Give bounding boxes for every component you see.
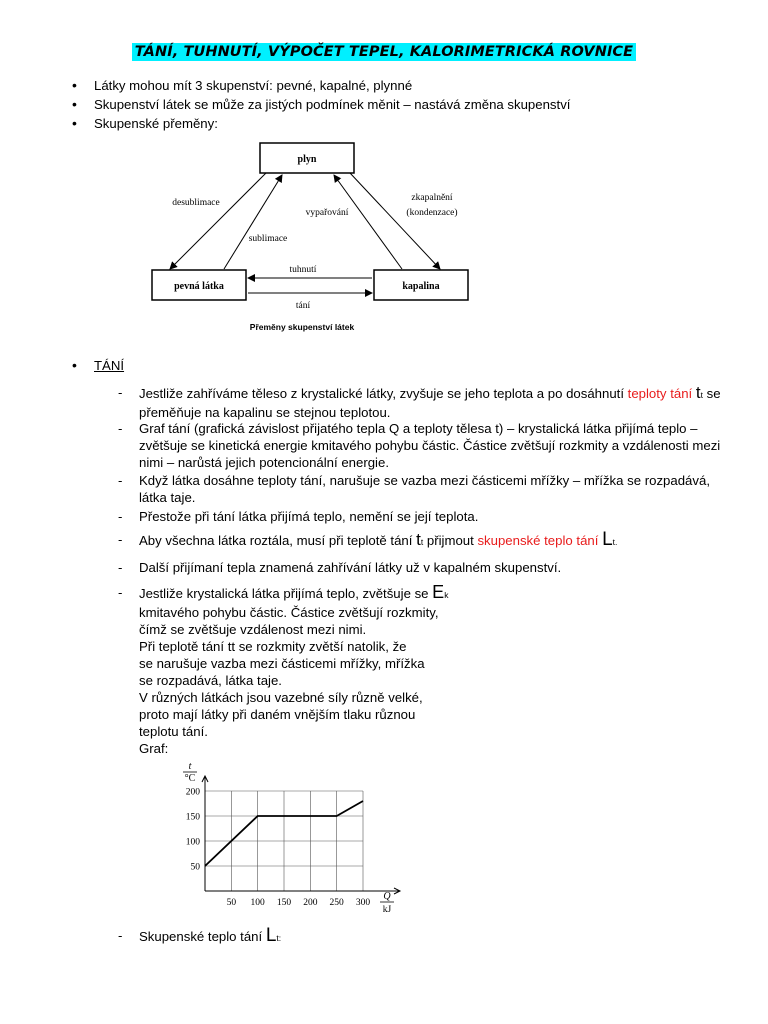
item-text: Jestliže zahříváme těleso z krystalické látky, zvyšuje se jeho teplota a po dosáhnutí — [139, 386, 628, 401]
item-text: látka taje. — [139, 490, 196, 505]
solid-label: pevná látka — [174, 281, 224, 292]
y-tick-label: 100 — [185, 837, 200, 848]
item-text: se rozpadává, látka taje. — [139, 673, 282, 688]
x-tick-label: 200 — [303, 898, 318, 908]
item-text: se — [702, 386, 721, 401]
diagram-caption: Přeměny skupenství látek — [249, 322, 355, 332]
item-text: přijmout — [423, 533, 478, 548]
x-tick-label: 300 — [355, 898, 371, 908]
x-axis-label-bottom: kJ — [382, 905, 392, 915]
x-tick-label: 50 — [226, 898, 237, 908]
label-sublimation: sublimace — [248, 234, 288, 244]
item-text: proto mají látky při daném vnějším tlaku různou — [139, 707, 416, 722]
y-tick-label: 200 — [185, 787, 200, 798]
latent-heat-term: skupenské teplo tání — [477, 533, 599, 548]
arrow-desublimation — [170, 173, 266, 269]
label-evaporation: vypařování — [305, 208, 349, 218]
item-text: zvětšuje se kinetická energie kmitavého pohybu částic. Částice zvětšují rozkmity a vzdálenosti mezi — [139, 438, 721, 453]
gas-label: plyn — [297, 154, 317, 165]
item-text: Skupenské teplo tání — [139, 929, 266, 944]
label-condensation-alt: (kondenzace) — [406, 208, 458, 218]
symbol-subscript: t — [420, 537, 424, 547]
symbol-subscript: t — [700, 390, 703, 400]
item-text: Když látka dosáhne teploty tání, narušuje se vazba mezi částicemi mřížky – mřížka se rozpadává, — [139, 473, 710, 488]
bullet-item: • Skupenské přeměny: — [72, 115, 570, 134]
symbol: t — [695, 383, 701, 402]
label-melting: tání — [295, 301, 311, 311]
item-text: přeměňuje na kapalinu se stejnou teplotou. — [139, 405, 391, 420]
item-text: se narušuje vazba mezi částicemi mřížky, mřížka — [139, 656, 425, 671]
item-text: teplotu tání. — [139, 724, 208, 739]
x-axis-label-top: Q — [383, 891, 391, 902]
section-heading-melting: • TÁNÍ — [72, 357, 124, 374]
symbol: E — [432, 582, 445, 602]
state-change-diagram — [140, 138, 480, 338]
x-tick-label: 150 — [276, 898, 292, 908]
bullet-item: • Skupenství látek se může za jistých podmínek měnit – nastává změna skupenství — [72, 96, 570, 115]
item-text: Při teplotě tání tt se rozkmity zvětší natolik, že — [139, 639, 407, 654]
y-axis-label-top: t — [188, 761, 192, 772]
arrow-condensation — [350, 173, 440, 269]
item-text: Další přijímaní tepla znamená zahřívání látky už v kapalném skupenství. — [139, 560, 562, 575]
item-text: V různých látkách jsou vazebné síly různě velké, — [139, 690, 423, 705]
label-desublimation: desublimace — [172, 198, 220, 208]
arrow-sublimation — [224, 175, 282, 269]
melting-point-term: teploty tání — [627, 386, 693, 401]
label-condensation: zkapalnění — [411, 193, 453, 203]
symbol: L — [602, 529, 613, 550]
item-text: Graf: — [139, 741, 169, 756]
liquid-label: kapalina — [402, 281, 440, 292]
symbol: t — [416, 530, 421, 549]
bullet-item: • Látky mohou mít 3 skupenství: pevné, kapalné, plynné — [72, 77, 570, 96]
melting-chart — [160, 760, 420, 920]
y-axis-label-bottom: °C — [184, 773, 196, 784]
label-freezing: tuhnutí — [289, 265, 317, 275]
item-text: Aby všechna látka roztála, musí při teplotě tání — [139, 533, 417, 548]
symbol-subscript: k — [444, 590, 449, 600]
x-tick-label: 250 — [329, 898, 344, 908]
item-text: kmitavého pohybu částic. Částice zvětšují rozkmity, — [139, 605, 439, 620]
page-title: TÁNÍ, TUHNUTÍ, VÝPOČET TEPEL, KALORIMETRICKÁ ROVNICE — [132, 43, 636, 61]
intro-bullets — [72, 77, 570, 134]
item-text: nimi – narůstá jejich potencionální energie. — [139, 455, 389, 470]
symbol: L — [265, 925, 277, 946]
symbol-subscript: t: — [276, 933, 282, 943]
item-text: Graf tání (grafická závislost přijatého tepla Q a teploty tělesa t) – krystalická látka přijímá teplo – — [139, 421, 698, 436]
item-text: Přestože při tání látka přijímá teplo, nemění se její teplota. — [139, 509, 479, 524]
arrow-evaporation — [334, 175, 402, 269]
item-text: Jestliže krystalická látka přijímá teplo, zvětšuje se — [139, 586, 433, 601]
y-tick-label: 50 — [190, 862, 200, 873]
y-tick-label: 150 — [185, 812, 200, 823]
item-text: čímž se zvětšuje vzdálenost mezi nimi. — [139, 622, 367, 637]
x-tick-label: 100 — [250, 898, 265, 908]
symbol-subscript: t. — [612, 537, 618, 547]
